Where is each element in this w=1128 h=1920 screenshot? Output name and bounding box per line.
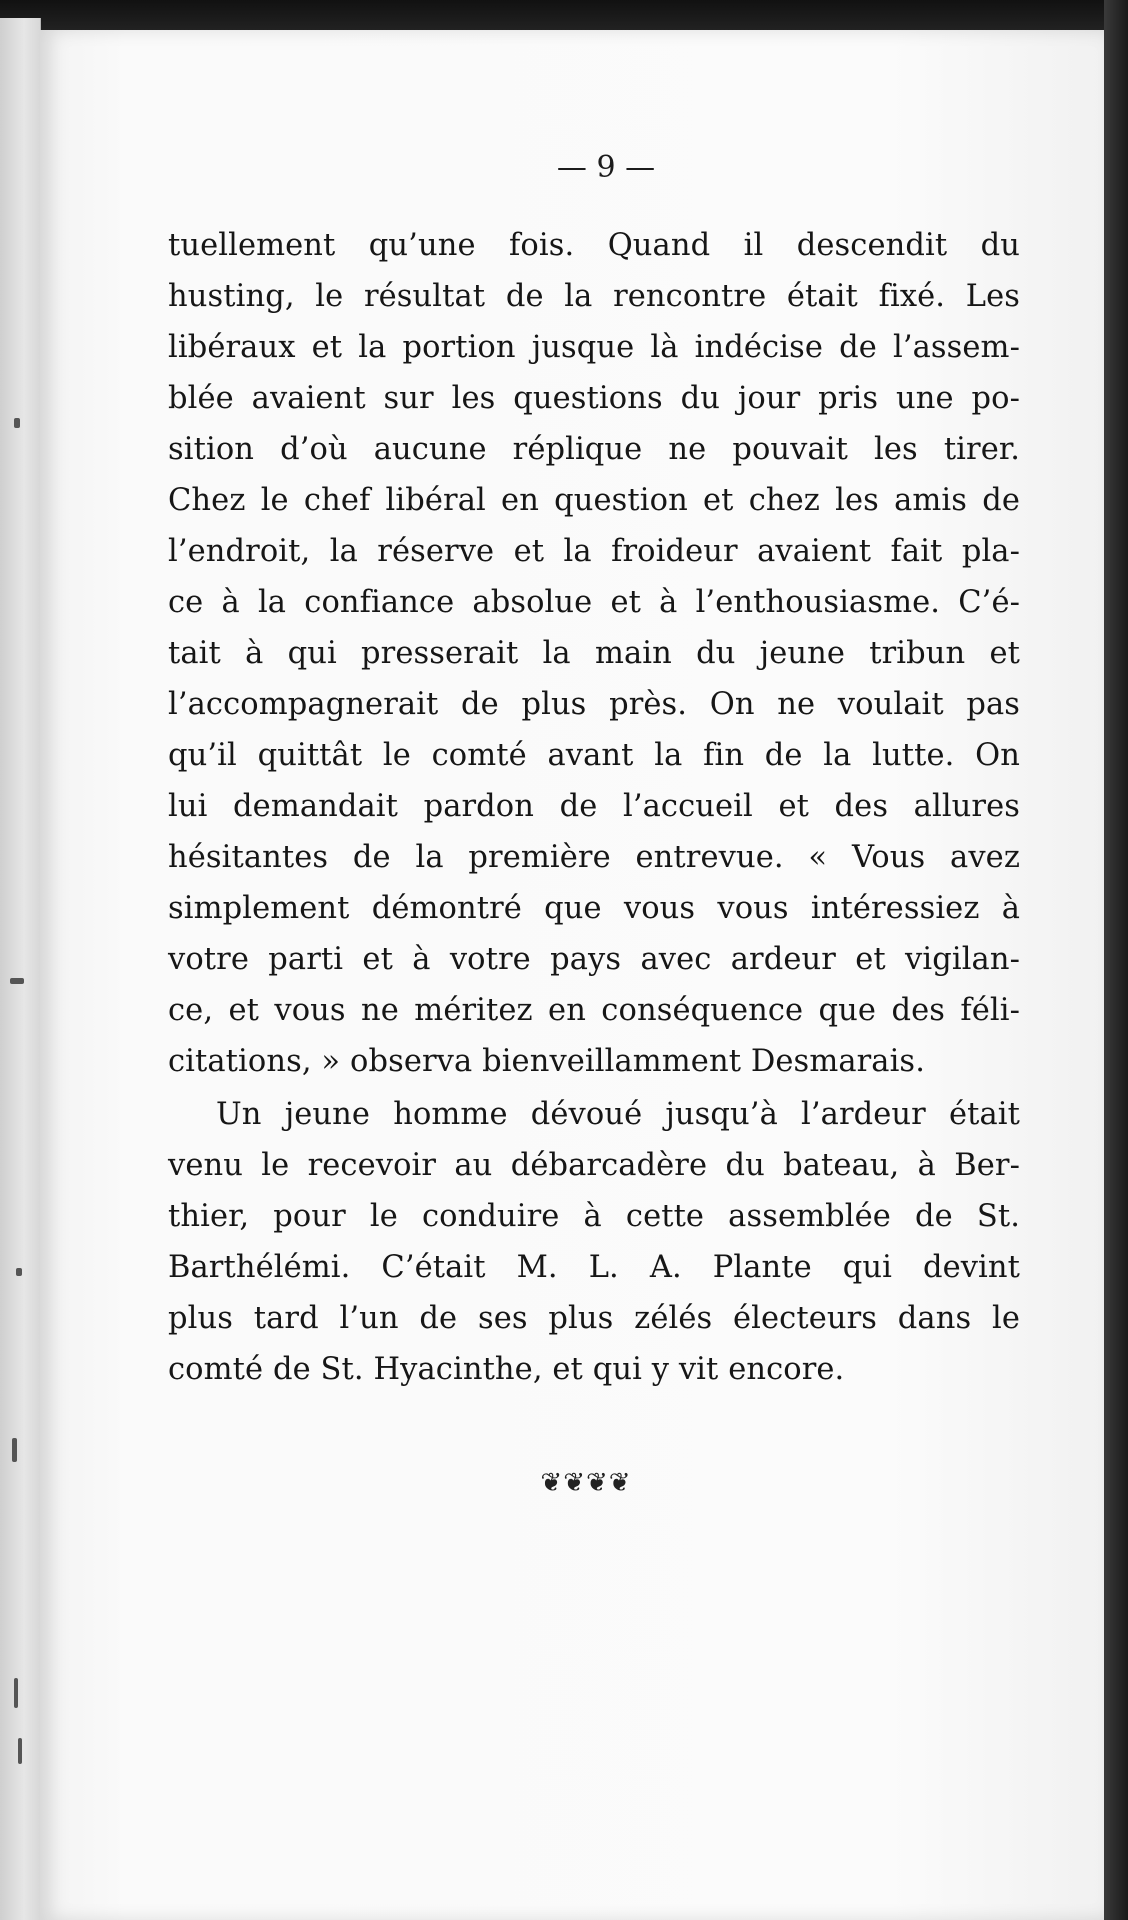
text-line: l’accompagnerait de plus près. On ne voulait pas [168,687,1020,722]
text-line: thier, pour le conduire à cette assemblée de St. [168,1199,1020,1234]
text-line: plus tard l’un de ses plus zélés électeurs dans le [168,1301,1020,1336]
text-line: Chez le chef libéral en question et chez les amis de [168,483,1020,518]
end-ornament: ❦❦❦❦ [540,1468,632,1498]
book-binding-edge [0,18,41,1920]
text-line: Barthélémi. C’était M. L. A. Plante qui devint [168,1250,1020,1285]
text-line: ce à la confiance absolue et à l’enthousiasme. C’é- [168,585,1020,620]
text-line: ce, et vous ne méritez en conséquence que des féli- [168,993,1020,1028]
text-line: venu le recevoir au débarcadère du bateau, à Ber- [168,1148,1020,1183]
text-line: citations, » observa bienveillamment Desmarais. [168,1044,925,1079]
text-line: sition d’où aucune réplique ne pouvait les tirer. [168,432,1020,467]
text-line: blée avaient sur les questions du jour pris une po- [168,381,1020,416]
text-line: husting, le résultat de la rencontre était fixé. Les [168,279,1020,314]
body-text [168,220,1020,1395]
text-line: votre parti et à votre pays avec ardeur et vigilan- [168,942,1020,977]
paragraph-1 [168,220,1020,1087]
text-line: hésitantes de la première entrevue. « Vous avez [168,840,1020,875]
text-line: comté de St. Hyacinthe, et qui y vit encore. [168,1352,845,1387]
text-line: tait à qui presserait la main du jeune tribun et [168,636,1020,671]
text-line: simplement démontré que vous vous intéressiez à [168,891,1020,926]
page-number: — 9 — [556,150,656,185]
text-line: lui demandait pardon de l’accueil et des allures [168,789,1020,824]
scan-right-border [1104,0,1128,1920]
text-line: l’endroit, la réserve et la froideur avaient fait pla- [168,534,1020,569]
text-line: qu’il quittât le comté avant la fin de la lutte. On [168,738,1020,773]
text-line: Un jeune homme dévoué jusqu’à l’ardeur était [216,1097,1020,1132]
text-line: libéraux et la portion jusque là indécise de l’assem- [168,330,1020,365]
text-line: tuellement qu’une fois. Quand il descendit du [168,228,1020,263]
paragraph-2 [168,1089,1020,1395]
